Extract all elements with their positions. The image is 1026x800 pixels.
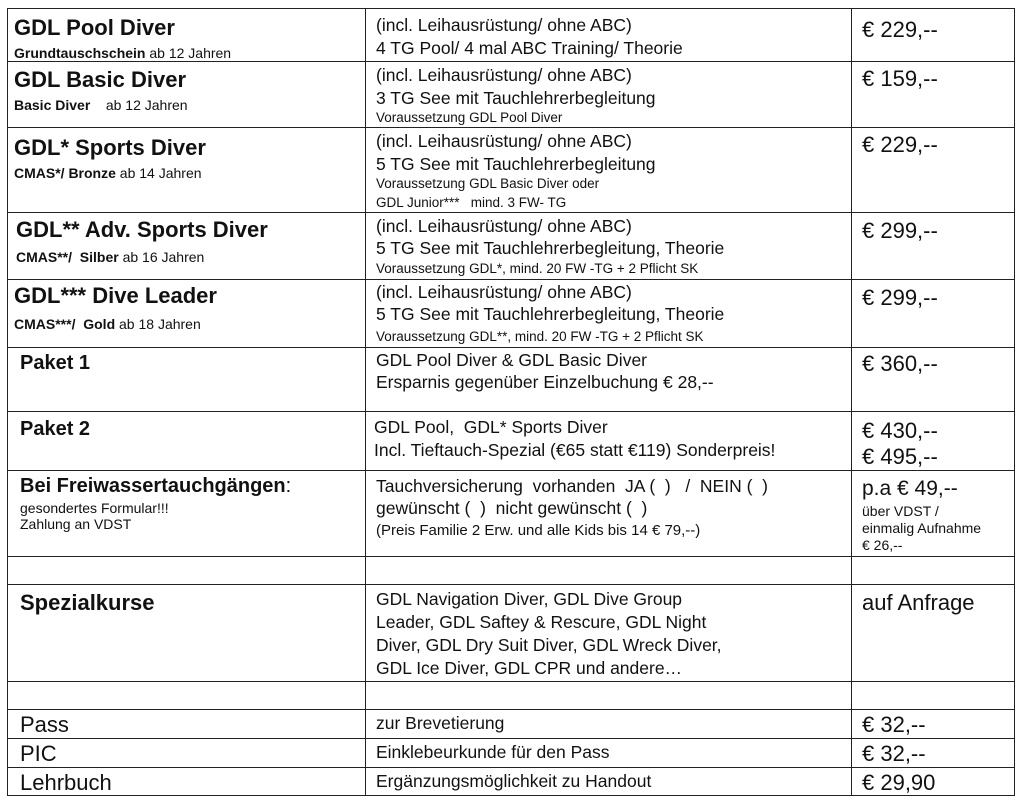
price-value: € 32,-- (862, 712, 926, 737)
description-cell (365, 584, 851, 681)
insurance-options: Tauchversicherung vorhanden JA ( ) / NEIN ( ) (376, 476, 768, 496)
empty-cell (365, 556, 851, 584)
description-line: GDL Pool Diver & GDL Basic Diver (376, 350, 648, 370)
table-row (7, 584, 1015, 681)
price-value: € 430,-- (862, 418, 938, 443)
table-row (7, 411, 1015, 470)
course-cell (7, 61, 365, 127)
course-subtitle: Basic Diver ab 12 Jahren (14, 97, 188, 113)
table-row (7, 279, 1015, 347)
description-line: Incl. Tieftauch-Spezial (€65 statt €119) Sonderpreis! (374, 440, 776, 460)
description-note: Voraussetzung GDL**, mind. 20 FW -TG + 2 Pflicht SK (376, 329, 704, 344)
price-value: € 229,-- (862, 17, 938, 42)
course-title: Spezialkurse (20, 590, 155, 615)
description-line: 4 TG Pool/ 4 mal ABC Training/ Theorie (376, 38, 683, 58)
description-line: Leader, GDL Saftey & Rescure, GDL Night (376, 612, 707, 632)
course-cell (7, 279, 365, 347)
course-cell (7, 8, 365, 61)
course-title: Pass (20, 712, 69, 737)
insurance-wish: gewünscht ( ) nicht gewünscht ( ) (376, 498, 648, 518)
price-cell (851, 212, 1015, 279)
price-cell (851, 470, 1015, 556)
price-cell (851, 347, 1015, 411)
description-cell (365, 61, 851, 127)
course-title: GDL* Sports Diver (14, 135, 206, 160)
price-cell (851, 279, 1015, 347)
table-row (7, 127, 1015, 212)
course-cell (7, 347, 365, 411)
price-note: über VDST / (862, 503, 939, 519)
description-line: 3 TG See mit Tauchlehrerbegleitung (376, 88, 656, 108)
price-note: € 26,-- (862, 537, 903, 553)
description-line: Diver, GDL Dry Suit Diver, GDL Wreck Diver, (376, 635, 722, 655)
price-value: € 229,-- (862, 132, 938, 157)
price-value: € 29,90 (862, 770, 936, 795)
course-cell (7, 738, 365, 767)
price-cell (851, 584, 1015, 681)
course-cell (7, 212, 365, 279)
description-cell (365, 8, 851, 61)
description-cell (365, 411, 851, 470)
description-line: 5 TG See mit Tauchlehrerbegleitung, Theorie (376, 304, 725, 324)
empty-cell (851, 556, 1015, 584)
description-note: Voraussetzung GDL Pool Diver (376, 110, 563, 125)
price-cell (851, 709, 1015, 738)
price-cell (851, 767, 1015, 796)
description-line: zur Brevetierung (376, 713, 505, 733)
course-note: gesondertes Formular!!! (20, 500, 169, 516)
description-line: (incl. Leihausrüstung/ ohne ABC) (376, 15, 632, 35)
price-table (7, 8, 1015, 796)
course-title: Paket 2 (20, 418, 91, 440)
description-line: (incl. Leihausrüstung/ ohne ABC) (376, 131, 632, 151)
course-subtitle: CMAS*/ Bronze ab 14 Jahren (14, 165, 202, 181)
description-cell (365, 767, 851, 796)
price-cell (851, 61, 1015, 127)
table-row (7, 709, 1015, 738)
price-cell (851, 127, 1015, 212)
table-row (7, 767, 1015, 796)
description-note: Voraussetzung GDL Basic Diver oder (376, 176, 600, 191)
price-value: p.a € 49,-- (862, 477, 958, 500)
course-subtitle: CMAS**/ Silber ab 16 Jahren (16, 249, 205, 265)
table-row (7, 8, 1015, 61)
description-line: GDL Navigation Diver, GDL Dive Group (376, 589, 683, 609)
empty-cell (7, 681, 365, 709)
course-cell (7, 411, 365, 470)
description-note: (Preis Familie 2 Erw. und alle Kids bis 14 € 79,--) (376, 522, 701, 539)
empty-cell (851, 681, 1015, 709)
description-line: GDL Pool, GDL* Sports Diver (374, 417, 608, 437)
course-title: GDL*** Dive Leader (14, 283, 217, 308)
description-line: Ersparnis gegenüber Einzelbuchung € 28,-- (376, 372, 714, 392)
description-line: 5 TG See mit Tauchlehrerbegleitung, Theorie (376, 238, 725, 258)
course-cell (7, 767, 365, 796)
price-cell (851, 411, 1015, 470)
price-value: € 299,-- (862, 218, 938, 243)
table-row (7, 470, 1015, 556)
course-subtitle: Grundtauschschein ab 12 Jahren (14, 45, 232, 61)
course-cell (7, 709, 365, 738)
course-title: GDL** Adv. Sports Diver (16, 217, 268, 242)
description-cell (365, 470, 851, 556)
price-value: € 159,-- (862, 66, 938, 91)
description-cell (365, 212, 851, 279)
course-note: Zahlung an VDST (20, 516, 132, 532)
description-line: Ergänzungsmöglichkeit zu Handout (376, 771, 652, 791)
description-cell (365, 738, 851, 767)
course-title: Bei Freiwassertauchgängen: (20, 475, 292, 497)
description-line: (incl. Leihausrüstung/ ohne ABC) (376, 216, 632, 236)
table-row (7, 347, 1015, 411)
description-cell (365, 127, 851, 212)
description-line: Einklebeurkunde für den Pass (376, 742, 610, 762)
price-value: € 360,-- (862, 351, 938, 376)
course-subtitle: CMAS***/ Gold ab 18 Jahren (14, 316, 201, 332)
description-line: (incl. Leihausrüstung/ ohne ABC) (376, 282, 632, 302)
price-value: € 32,-- (862, 741, 926, 766)
course-title: Lehrbuch (20, 770, 112, 795)
table-row (7, 212, 1015, 279)
course-cell (7, 584, 365, 681)
description-cell (365, 709, 851, 738)
course-cell (7, 127, 365, 212)
description-cell (365, 279, 851, 347)
course-title: Paket 1 (20, 352, 91, 374)
table-row (7, 738, 1015, 767)
course-title: GDL Pool Diver (14, 15, 175, 40)
table-row-empty (7, 681, 1015, 709)
price-cell (851, 8, 1015, 61)
description-line: (incl. Leihausrüstung/ ohne ABC) (376, 65, 632, 85)
description-line: 5 TG See mit Tauchlehrerbegleitung (376, 154, 656, 174)
description-cell (365, 347, 851, 411)
course-cell (7, 470, 365, 556)
price-value: auf Anfrage (862, 590, 975, 615)
empty-cell (365, 681, 851, 709)
price-value-alt: € 495,-- (862, 444, 938, 469)
description-line: GDL Ice Diver, GDL CPR und andere… (376, 658, 683, 678)
price-cell (851, 738, 1015, 767)
price-note: einmalig Aufnahme (862, 520, 982, 536)
table-row-empty (7, 556, 1015, 584)
table-row (7, 61, 1015, 127)
description-note: GDL Junior*** mind. 3 FW- TG (376, 195, 567, 210)
price-value: € 299,-- (862, 285, 938, 310)
course-title: GDL Basic Diver (14, 67, 187, 92)
description-note: Voraussetzung GDL*, mind. 20 FW -TG + 2 Pflicht SK (376, 261, 699, 276)
empty-cell (7, 556, 365, 584)
course-title: PIC (20, 741, 57, 766)
